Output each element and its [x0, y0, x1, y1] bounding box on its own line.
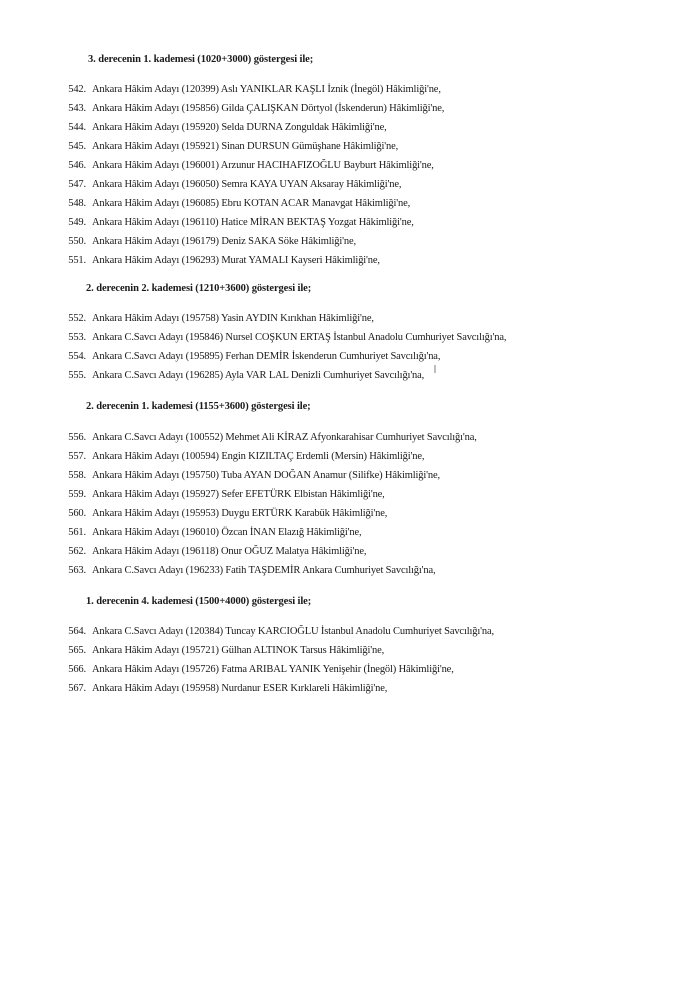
item-number: 565.	[68, 645, 86, 656]
list-item	[62, 565, 436, 576]
list-item	[62, 370, 424, 381]
item-number: 555.	[68, 370, 86, 381]
item-text: Ankara C.Savcı Adayı (100552) Mehmet Ali KİRAZ Afyonkarahisar Cumhuriyet Savcılığı'na,	[92, 432, 477, 443]
item-text: Ankara Hâkim Adayı (196293) Murat YAMALI Kayseri Hâkimliği'ne,	[92, 255, 380, 266]
item-text: Ankara C.Savcı Adayı (195846) Nursel COŞKUN ERTAŞ İstanbul Anadolu Cumhuriyet Savcılığı'na,	[92, 332, 507, 343]
list-item	[62, 198, 410, 209]
item-text: Ankara Hâkim Adayı (195927) Sefer EFETÜRK Elbistan Hâkimliği'ne,	[92, 489, 385, 500]
item-number: 564.	[68, 626, 86, 637]
list-item	[62, 626, 494, 637]
section-heading: 2. derecenin 2. kademesi (1210+3600) göstergesi ile;	[86, 283, 312, 294]
list-item	[62, 508, 387, 519]
item-text: Ankara Hâkim Adayı (196179) Deniz SAKA Söke Hâkimliği'ne,	[92, 236, 356, 247]
item-number: 544.	[68, 122, 86, 133]
item-number: 563.	[68, 565, 86, 576]
list-item	[62, 527, 361, 538]
item-text: Ankara Hâkim Adayı (195726) Fatma ARIBAL YANIK Yenişehir (İnegöl) Hâkimliği'ne,	[92, 664, 454, 675]
list-item	[62, 470, 440, 481]
item-number: 550.	[68, 236, 86, 247]
item-text: Ankara Hâkim Adayı (196110) Hatice MİRAN BEKTAŞ Yozgat Hâkimliği'ne,	[92, 217, 414, 228]
item-text: Ankara Hâkim Adayı (120399) Aslı YANIKLAR KAŞLI İznik (İnegöl) Hâkimliği'ne,	[92, 84, 441, 95]
scan-artifact-mark	[434, 365, 436, 373]
item-number: 557.	[68, 451, 86, 462]
list-item	[62, 103, 444, 114]
item-text: Ankara Hâkim Adayı (196118) Onur OĞUZ Malatya Hâkimliği'ne,	[92, 546, 367, 557]
item-text: Ankara Hâkim Adayı (195958) Nurdanur ESER Kırklareli Hâkimliği'ne,	[92, 683, 388, 694]
item-number: 560.	[68, 508, 86, 519]
item-text: Ankara C.Savcı Adayı (196285) Ayla VAR LAL Denizli Cumhuriyet Savcılığı'na,	[92, 370, 425, 381]
item-number: 562.	[68, 546, 86, 557]
list-item	[62, 236, 356, 247]
item-number: 547.	[68, 179, 86, 190]
item-number: 545.	[68, 141, 86, 152]
item-text: Ankara C.Savcı Adayı (196233) Fatih TAŞDEMİR Ankara Cumhuriyet Savcılığı'na,	[92, 565, 436, 576]
item-number: 543.	[68, 103, 86, 114]
item-number: 559.	[68, 489, 86, 500]
item-text: Ankara Hâkim Adayı (195920) Selda DURNA Zonguldak Hâkimliği'ne,	[92, 122, 387, 133]
item-text: Ankara Hâkim Adayı (195953) Duygu ERTÜRK Karabük Hâkimliği'ne,	[92, 508, 388, 519]
list-item	[62, 683, 387, 694]
item-number: 556.	[68, 432, 86, 443]
item-number: 552.	[68, 313, 86, 324]
item-number: 554.	[68, 351, 86, 362]
item-text: Ankara Hâkim Adayı (195750) Tuba AYAN DOĞAN Anamur (Silifke) Hâkimliği'ne,	[92, 470, 440, 481]
list-item	[62, 432, 477, 443]
item-text: Ankara Hâkim Adayı (100594) Engin KIZILTAÇ Erdemli (Mersin) Hâkimliği'ne,	[92, 451, 425, 462]
item-text: Ankara Hâkim Adayı (195856) Gilda ÇALIŞKAN Dörtyol (İskenderun) Hâkimliği'ne,	[92, 103, 445, 114]
list-item	[62, 179, 401, 190]
item-number: 567.	[68, 683, 86, 694]
item-text: Ankara Hâkim Adayı (195758) Yasin AYDIN Kırıkhan Hâkimliği'ne,	[92, 313, 374, 324]
list-item	[62, 451, 424, 462]
item-text: Ankara C.Savcı Adayı (120384) Tuncay KARCIOĞLU İstanbul Anadolu Cumhuriyet Savcılığı'na,	[92, 626, 494, 637]
item-number: 561.	[68, 527, 86, 538]
item-number: 566.	[68, 664, 86, 675]
list-item	[62, 84, 441, 95]
list-item	[62, 141, 398, 152]
list-item	[62, 255, 380, 266]
list-item	[62, 489, 385, 500]
list-item	[62, 160, 434, 171]
list-item	[62, 332, 506, 343]
list-item	[62, 122, 387, 133]
item-text: Ankara Hâkim Adayı (196050) Semra KAYA UYAN Aksaray Hâkimliği'ne,	[92, 179, 402, 190]
section-heading: 1. derecenin 4. kademesi (1500+4000) göstergesi ile;	[86, 596, 312, 607]
list-item	[62, 645, 384, 656]
item-text: Ankara Hâkim Adayı (195721) Gülhan ALTINOK Tarsus Hâkimliği'ne,	[92, 645, 385, 656]
list-item	[62, 313, 374, 324]
item-number: 551.	[68, 255, 86, 266]
item-number: 546.	[68, 160, 86, 171]
item-number: 549.	[68, 217, 86, 228]
item-number: 542.	[68, 84, 86, 95]
list-item	[62, 217, 414, 228]
item-number: 558.	[68, 470, 86, 481]
item-text: Ankara Hâkim Adayı (196001) Arzunur HACIHAFIZOĞLU Bayburt Hâkimliği'ne,	[92, 160, 434, 171]
item-number: 553.	[68, 332, 86, 343]
section-heading: 2. derecenin 1. kademesi (1155+3600) göstergesi ile;	[86, 401, 311, 412]
item-text: Ankara Hâkim Adayı (195921) Sinan DURSUN Gümüşhane Hâkimliği'ne,	[92, 141, 399, 152]
item-text: Ankara Hâkim Adayı (196085) Ebru KOTAN ACAR Manavgat Hâkimliği'ne,	[92, 198, 411, 209]
list-item	[62, 546, 366, 557]
item-number: 548.	[68, 198, 86, 209]
section-heading: 3. derecenin 1. kademesi (1020+3000) göstergesi ile;	[88, 54, 314, 65]
list-item	[62, 351, 440, 362]
item-text: Ankara Hâkim Adayı (196010) Özcan İNAN Elazığ Hâkimliği'ne,	[92, 527, 362, 538]
item-text: Ankara C.Savcı Adayı (195895) Ferhan DEMİR İskenderun Cumhuriyet Savcılığı'na,	[92, 351, 441, 362]
list-item	[62, 664, 454, 675]
